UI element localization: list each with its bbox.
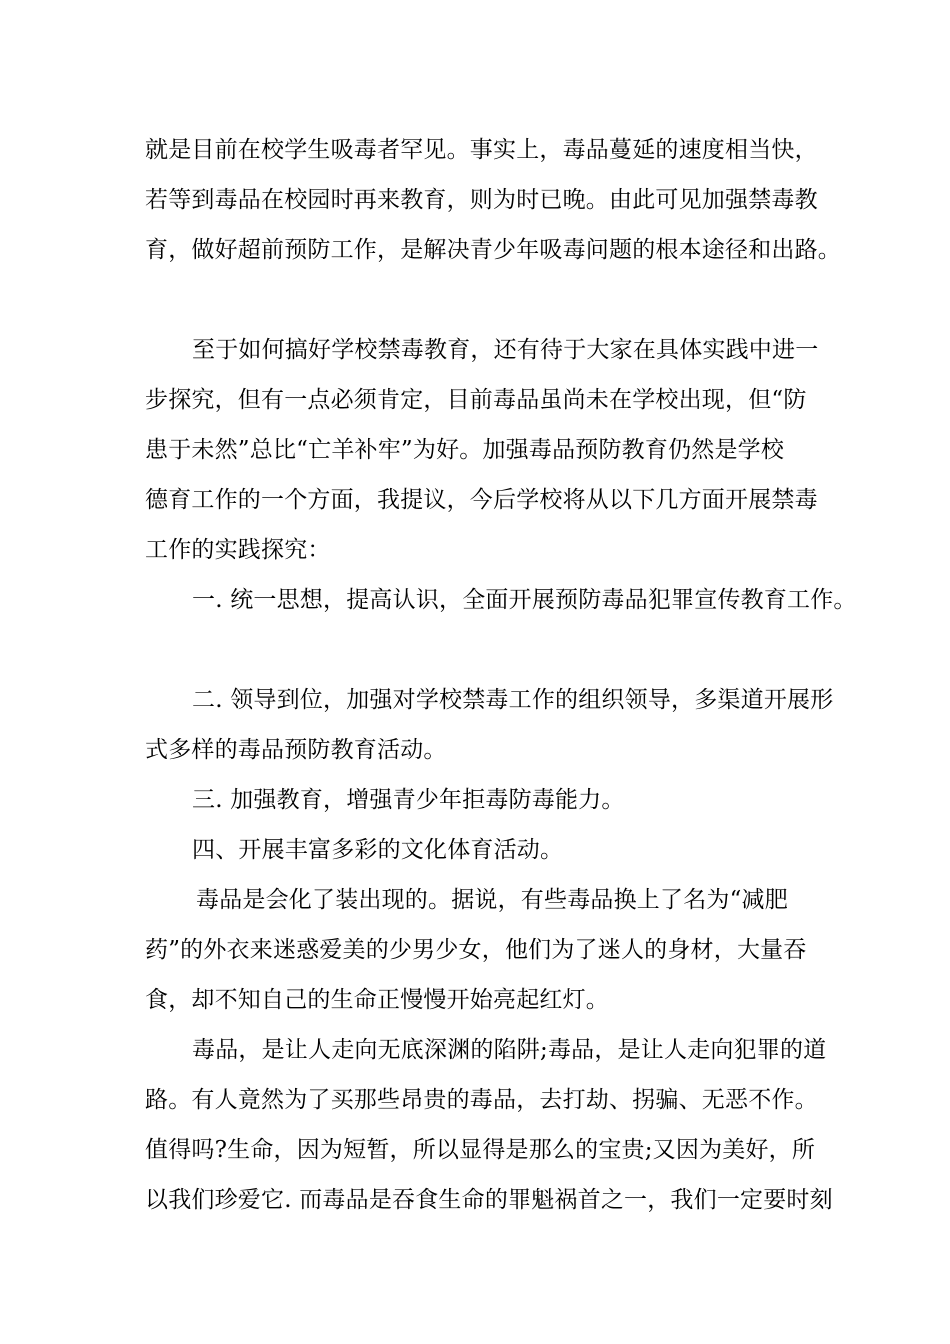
list-item-2: 二. 领导到位，加强对学校禁毒工作的组织领导，多渠道开展形 [192,687,834,713]
text-line-17: 毒品，是让人走向无底深渊的陷阱;毒品，是让人走向犯罪的道 [192,1037,827,1063]
text-line-4: 至于如何搞好学校禁毒教育，还有待于大家在具体实践中进一 [192,337,819,363]
text-line-1: 就是目前在校学生吸毒者罕见。事实上，毒品蔓延的速度相当快， [145,137,818,163]
text-line-5: 步探究，但有一点必须肯定，目前毒品虽尚未在学校出现，但“防 [145,387,807,413]
list-item-3: 三. 加强教育，增强青少年拒毒防毒能力。 [192,787,625,813]
text-line-7: 德育工作的一个方面，我提议，今后学校将从以下几方面开展禁毒 [145,487,818,513]
text-line-11: 式多样的毒品预防教育活动。 [145,737,447,763]
list-item-1: 一. 统一思想，提高认识，全面开展预防毒品犯罪宣传教育工作。 [192,587,857,613]
text-line-8: 工作的实践探究： [145,537,331,563]
text-line-16: 食，却不知自己的生命正慢慢开始亮起红灯。 [145,987,609,1013]
list-item-4: 四、开展丰富多彩的文化体育活动。 [192,837,564,863]
text-line-14: 毒品是会化了装出现的。据说，有些毒品换上了名为“减肥 [196,887,788,913]
text-line-18: 路。有人竟然为了买那些昂贵的毒品，去打劫、拐骗、无恶不作。 [145,1087,818,1113]
text-line-6: 患于未然”总比“亡羊补牢”为好。加强毒品预防教育仍然是学校 [145,437,785,463]
text-line-3: 育，做好超前预防工作，是解决青少年吸毒问题的根本途径和出路。 [145,237,841,263]
text-line-19: 值得吗?生命，因为短暂，所以显得是那么的宝贵;又因为美好，所 [145,1137,816,1163]
text-line-15: 药”的外衣来迷惑爱美的少男少女，他们为了迷人的身材，大量吞 [145,937,807,963]
text-line-2: 若等到毒品在校园时再来教育，则为时已晚。由此可见加强禁毒教 [145,187,818,213]
text-line-20: 以我们珍爱它. 而毒品是吞食生命的罪魁祸首之一，我们一定要时刻 [145,1187,833,1213]
